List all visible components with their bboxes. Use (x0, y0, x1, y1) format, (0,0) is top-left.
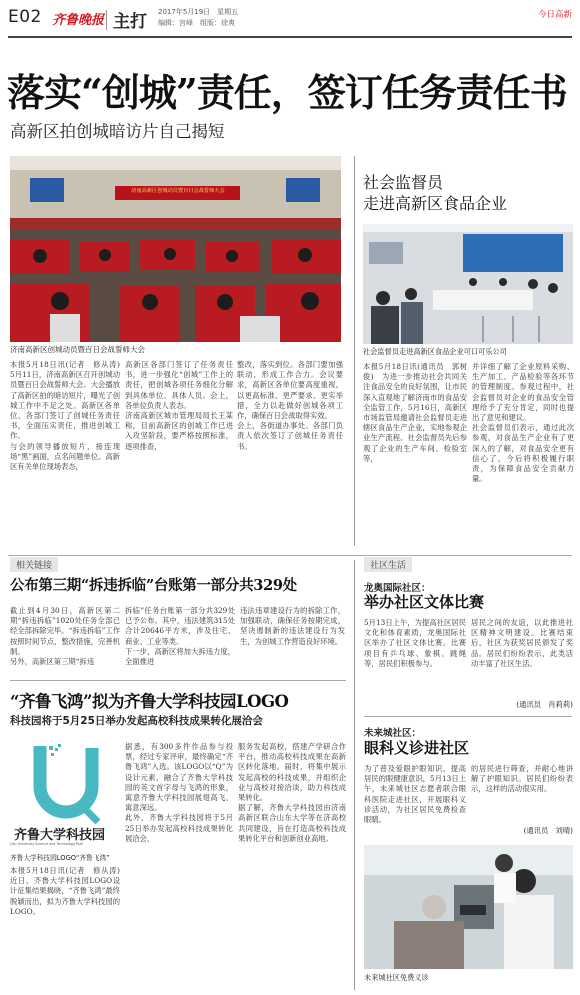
eye-clinic-photo (364, 845, 573, 969)
lead-photo-caption: 济南高新区创城动员暨百日会战誓师大会 (10, 345, 145, 354)
community1-col1: 5月13日上午，为提高社区居民文化和体育素质，龙奥国际社区举办了社区文体比赛。比赛项目有乒乓球、象棋、跳绳等，居民们积极参与。 (364, 618, 466, 668)
lead-headline: 落实“创城”责任，签订任务责任书 (7, 70, 567, 115)
article2-col1: 截止到4月30日，高新区第二期“拆违拆临”1020处任务全部已经全部拆除完毕。“拆违拆临”工作按照时间节点，整改措施，完善机制。 另外，高新区第三期“拆违 (10, 606, 120, 667)
lead-photo-banner-text: 济南高新区创城动员暨百日会战誓师大会 (131, 188, 225, 194)
sidebar-photo-caption: 社会监督员走进高新区食品企业可口可乐公司 (363, 347, 507, 356)
page-label-today: 今日高新 (537, 10, 572, 20)
lead-body-col2: 高新区各部门签订了任务责任书，进一步强化“创城”工作上的责任，把创城各项任务细化分解到具体单位、具体人员。会上，各单位负责人表态。 济南高新区城市管理局局长王某称，目前高新区的创城工作已进入攻坚阶段，要严格按照标准，逐项排查， (125, 360, 233, 451)
sidebar-title-2: 走进高新区食品企业 (363, 194, 508, 213)
eye-clinic-caption: 未来城社区免费义诊 (364, 973, 429, 982)
article3-headline: “齐鲁飞鸿”拟为齐鲁大学科技园LOGO (10, 692, 289, 711)
editor-credits: 编辑：宫峰 组版：徐爽 (158, 19, 235, 27)
lead-body-col1: 本报5月18日讯(记者 修从涛) 5月11日，济南高新区召开创城动员暨百日会战誓师大会。大会播放了高新区拍的暗访短片，曝光了创城工作中不足之处。高新区各单位、各部门签订了创城任务责任书，全面压实责任，推进创城工作。 与会的领导播放短片，接连现场“黑”画面，点名问题单位。高新区有关单位现场表态， (10, 360, 120, 472)
page-number: E02 (8, 7, 42, 27)
lead-body-col3: 整改，落实到位。各部门要加强联动，形成工作合力。会议要求，高新区各单位要高度重视，以更高标准、更严要求、更实举措，全力以赴做好创城各项工作，确保百日会战取得实效。 会上，各街道办事处、各部门负责人依次签订了创城任务责任书。 (237, 360, 343, 451)
section-title: 主打 (113, 12, 147, 32)
lead-photo (10, 156, 341, 342)
tech-park-logo-name: 齐鲁大学科技园 (14, 828, 106, 843)
article3-subhead: 科技园将于5月25日举办发起高校科技成果转化展洽会 (10, 715, 263, 727)
community1-col2: 居民之间的友谊，以此推进社区精神文明建设。比赛结束后，社区为获奖居民颁发了奖品。居民们纷纷表示，此类活动丰富了社区生活。 (471, 618, 573, 668)
article3-col1: 据悉，有300多件作品参与投票，经过专家评审，最终确定“齐鲁飞鸿”入选。该LOGO以“Q”为设计元素，融合了齐鲁大学科技园的英文首字母与飞鸿的形象，寓意齐鲁大学科技园展翅高飞，寓意深远。 此外，齐鲁大学科技园将于5月25日举办发起高校科技成果转化展洽会， (125, 742, 233, 843)
community-life-tag: 社区生活 (364, 557, 412, 572)
community2-kicker: 未来城社区： (364, 728, 422, 739)
article2-col2: 拆临”任务台账第一部分共329处已予公布。其中，违法建筑315处合计20646平方米，涉及住宅、商业、工业等类。 下一步，高新区将加大拆违力度，全面推进 (125, 606, 235, 667)
factory-visit-image (363, 224, 573, 344)
masthead-rule (8, 36, 572, 38)
article3-col0: 本报5月18日讯(记者 修从涛) 近日，齐鲁大学科技园LOGO设计征集结果揭晓，“齐鲁飞鸿”最终脱颖而出，拟为齐鲁大学科技园的LOGO。 (10, 866, 120, 916)
community1-headline: 举办社区文体比赛 (364, 593, 485, 611)
lead-subhead: 高新区拍创城暗访片自己揭短 (10, 122, 225, 141)
tech-park-logo-en: Qilu University Science and Technology Park (10, 842, 83, 846)
related-links-tag: 相关链接 (10, 557, 58, 572)
community2-credit: (通讯员 刘晴) (523, 826, 573, 835)
community2-col1: 为了普及爱眼护眼知识，提高居民的眼健康意识，5月13日上午，未来城社区志愿者联合眼科医院走进社区，开展眼科义诊活动，为社区居民免费检查眼睛。 (364, 764, 466, 825)
newspaper-logo: 齐鲁晚报 (52, 13, 105, 28)
sidebar-title-1: 社会监督员 (363, 173, 444, 192)
qilu-q-logo-icon (22, 742, 110, 824)
article2-col3: 违法违章建设行为的拆除工作，加强联动，确保任务按期完成，坚决遏制新的违法建设行为发生，为创城工作营造良好环境。 (240, 606, 345, 646)
sidebar-body-col2: 并详细了解了企业原料采购、生产加工、产品检验等各环节的管理制度。参观过程中，社会监督员对企业的食品安全管理给予了充分肯定，同时也提出了意见和建议。 社会监督员们表示，通过此次参观，对食品生产企业有了更深入的了解，对食品安全更有信心了，今后将积极履行职责，为保障食品安全贡献力量。 (472, 362, 574, 484)
article3-col2: 服务发起高校，搭建产学研合作平台，推动高校科技成果在高新区转化落地。届时，将集中展示发起高校的科技成果，并组织企业与高校对接洽谈，助力科技成果转化。 据了解，齐鲁大学科技园由济南高新区联合山东大学等在济高校共同建设，旨在打造高校科技成果转化平台和创新创业高地。 (238, 742, 346, 843)
community2-col2: 的居民进行筛查，并耐心地讲解了护眼知识。居民们纷纷表示，这样的活动很实用。 (471, 764, 573, 794)
tech-park-logo-caption: 齐鲁大学科技园LOGO“齐鲁飞鸿” (10, 854, 110, 862)
sidebar-photo (363, 224, 573, 344)
article2-headline: 公布第三期“拆违拆临”台账第一部分共329处 (10, 577, 297, 594)
sidebar-body-col1: 本报5月18日讯(通讯员 郭树俊) 为进一步推动社会共同关注食品安全的良好氛围，让市民深入直观地了解济南市的食品安全监管工作，5月16日，高新区市场监管局邀请社会监督员走进辖区食品生产企业，实地参观企业生产流程。社会监督员先后参观了企业的生产车间、检验室等， (363, 362, 467, 463)
conference-hall-image (10, 156, 341, 342)
eye-exam-image (364, 845, 573, 969)
community2-headline: 眼科义诊进社区 (364, 739, 470, 757)
community1-credit: (通讯员 肖莉莉) (516, 700, 573, 709)
tech-park-logo (22, 742, 110, 824)
issue-date: 2017年5月19日 星期五 (158, 8, 239, 16)
community1-kicker: 龙奥国际社区： (364, 583, 431, 594)
